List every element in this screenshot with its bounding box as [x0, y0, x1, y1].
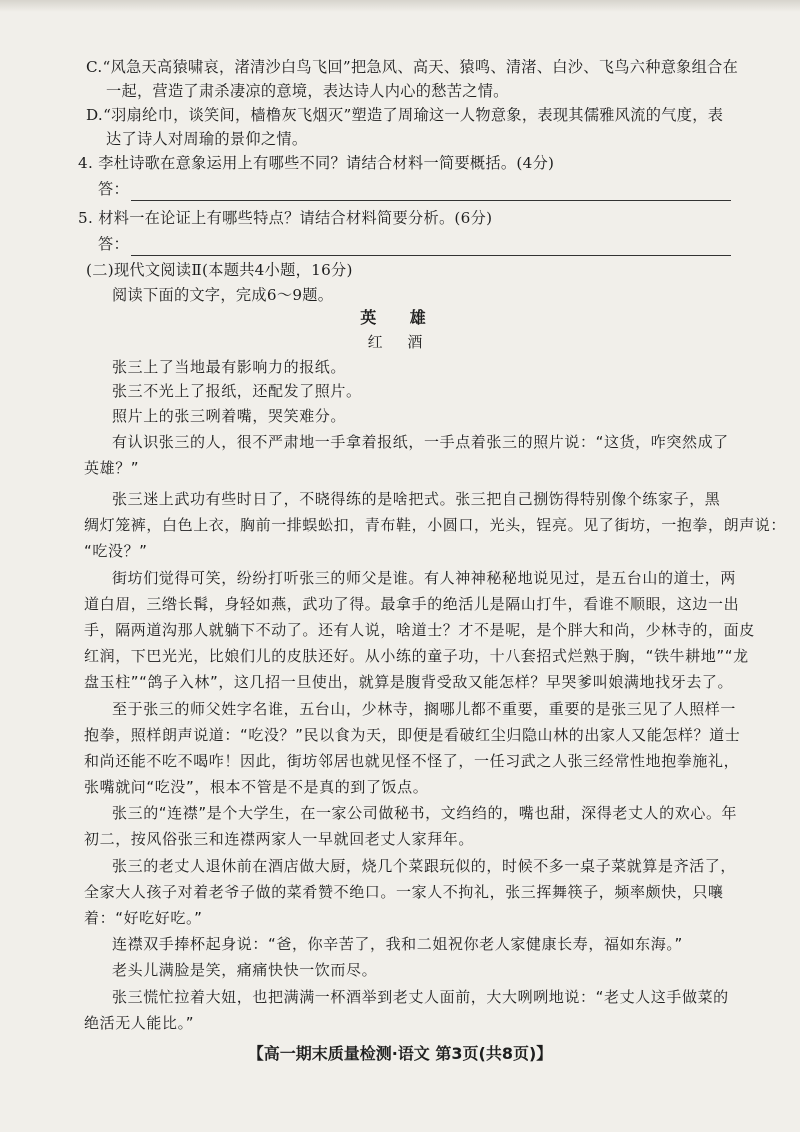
passage-line: 绝活无人能比。” [84, 1014, 195, 1032]
passage-line: 盘玉柱”“鸽子入林”，这几招一旦使出，就算是腹背受敌又能怎样？早哭爹叫娘满地找牙去了。 [84, 673, 734, 691]
passage-line: 着：“好吃好吃。” [84, 909, 203, 927]
question-5: 5. 材料一在论证上有哪些特点？请结合材料简要分析。(6分) [78, 209, 493, 227]
passage-line: 张三上了当地最有影响力的报纸。 [112, 358, 347, 376]
answer-label: 答： [98, 180, 129, 198]
passage-line: 全家大人孩子对着老爷子做的菜肴赞不绝口。一家人不拘礼，张三挥舞筷子，频率颇快，只嚷 [84, 883, 724, 901]
passage-line: 红润，下巴光光，比娘们儿的皮肤还好。从小练的童子功，十八套招式烂熟于胸，“铁牛耕地”“龙 [84, 647, 749, 665]
passage-line: 街坊们觉得可笑，纷纷打听张三的师父是谁。有人神神秘秘地说见过，是五台山的道士，两 [112, 569, 737, 587]
passage-line: 连襟双手捧杯起身说：“爸，你辛苦了，我和二姐祝你老人家健康长寿，福如东海。” [112, 935, 683, 953]
option-d-line-1: D.“羽扇纶巾，谈笑间，樯橹灰飞烟灭”塑造了周瑜这一人物意象，表现其儒雅风流的气度，表 [86, 106, 724, 124]
passage-line: 英雄？” [84, 459, 140, 477]
passage-line: 道白眉，三绺长髯，身轻如燕，武功了得。最拿手的绝活儿是隔山打牛，看谁不顺眼，这边一出 [84, 595, 740, 613]
answer-line-5[interactable] [98, 232, 731, 256]
passage-line: 初二，按风俗张三和连襟两家人一早就回老丈人家拜年。 [84, 830, 475, 848]
passage-title: 英 雄 [360, 308, 440, 327]
section-heading: (二)现代文阅读Ⅱ(本题共4小题，16分) [86, 261, 353, 279]
scan-shadow [0, 0, 800, 12]
passage-line: 张三慌忙拉着大妞，也把满满一杯酒举到老丈人面前，大大咧咧地说：“老丈人这手做菜的 [112, 988, 729, 1006]
option-d-line-2: 达了诗人对周瑜的景仰之情。 [106, 130, 308, 148]
option-c-line-1: C.“风急天高猿啸哀，渚清沙白鸟飞回”把急风、高天、猿鸣、清渚、白沙、飞鸟六种意象组合在 [86, 58, 739, 76]
passage-line: 张三迷上武功有些时日了，不晓得练的是啥把式。张三把自己捌饬得特别像个练家子，黑 [112, 490, 721, 508]
passage-line: 张三不光上了报纸，还配发了照片。 [112, 382, 362, 400]
passage-line: 张三的“连襟”是个大学生，在一家公司做秘书，文绉绉的，嘴也甜，深得老丈人的欢心。年 [112, 804, 738, 822]
answer-rule [131, 237, 731, 256]
passage-line: 照片上的张三咧着嘴，哭笑难分。 [112, 407, 347, 425]
passage-author: 红 酒 [367, 333, 433, 351]
passage-line: 手，隔两道沟那人就躺下不动了。还有人说，啥道士？才不是呢，是个胖大和尚，少林寺的，面皮 [84, 621, 755, 639]
answer-rule [131, 182, 731, 201]
section-instruction: 阅读下面的文字，完成6～9题。 [112, 286, 334, 304]
passage-line: 抱拳，照样朗声说道：“吃没？”民以食为天，即便是看破红尘归隐山林的出家人又能怎样？道士 [84, 726, 741, 744]
answer-label: 答： [98, 235, 129, 253]
answer-line-4[interactable] [98, 177, 731, 201]
passage-line: 和尚还能不吃不喝咋！因此，街坊邻居也就见怪不怪了，一任习武之人张三经常性地抱拳施礼， [84, 752, 740, 770]
passage-line: 老头儿满脸是笑，痛痛快快一饮而尽。 [112, 961, 378, 979]
passage-line: 有认识张三的人，很不严肃地一手拿着报纸，一手点着张三的照片说：“这货，咋突然成了 [112, 433, 729, 451]
page-footer: 【高一期末质量检测·语文 第3页(共8页)】 [247, 1044, 553, 1063]
passage-line: 张三的老丈人退休前在酒店做大厨，烧几个菜跟玩似的，时候不多一桌子菜就算是齐活了， [112, 857, 737, 875]
passage-line: 绸灯笼裤，白色上衣，胸前一排蜈蚣扣，青布鞋，小圆口，光头，锃亮。见了街坊，一抱拳，朗声说： [84, 516, 787, 534]
passage-line: 至于张三的师父姓字名谁，五台山，少林寺，搁哪儿都不重要，重要的是张三见了人照样一 [112, 700, 737, 718]
passage-line: “吃没？” [84, 542, 148, 560]
passage-line: 张嘴就问“吃没”，根本不管是不是真的到了饭点。 [84, 778, 429, 796]
option-c-line-2: 一起，营造了肃杀凄凉的意境，表达诗人内心的愁苦之情。 [106, 82, 509, 100]
question-4: 4. 李杜诗歌在意象运用上有哪些不同？请结合材料一简要概括。(4分) [78, 154, 555, 172]
